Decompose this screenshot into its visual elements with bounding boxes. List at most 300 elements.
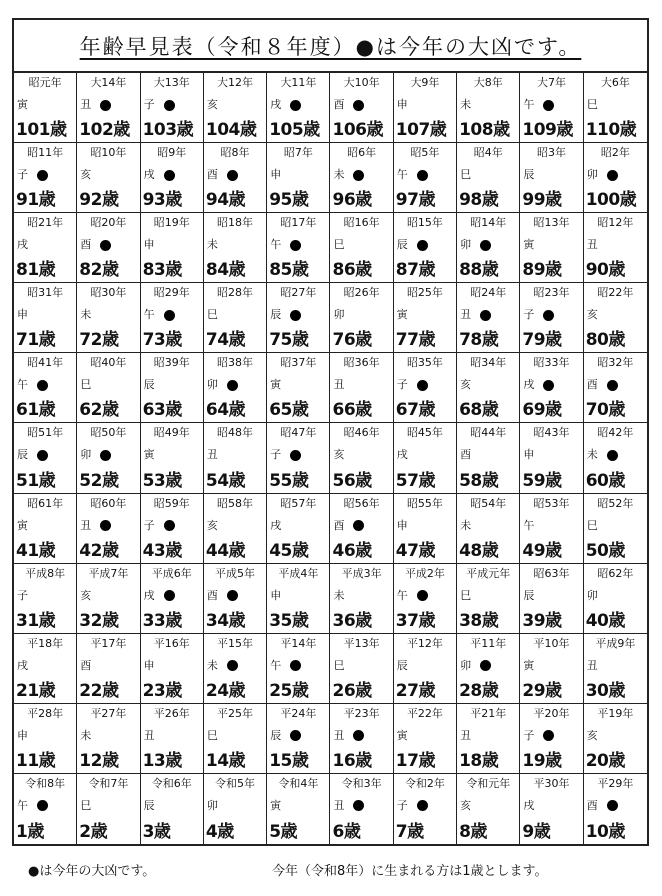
age-value: 80歳 [585, 330, 625, 351]
zodiac-sign: 未 [80, 308, 92, 322]
age-value: 21歳 [16, 680, 56, 701]
age-value: 64歳 [205, 400, 246, 421]
era-year: 平成6年 [151, 566, 192, 580]
era-year: 昭59年 [153, 496, 190, 510]
zodiac-row [333, 449, 344, 461]
zodiac-row [144, 99, 175, 111]
era-year: 大6年 [600, 76, 630, 89]
zodiac-row [397, 660, 408, 672]
zodiac-row [17, 660, 28, 672]
zodiac-sign: 卯 [206, 378, 218, 392]
zodiac-sign: 戌 [270, 98, 282, 111]
age-value: 108歳 [459, 120, 510, 141]
era-year: 大10年 [343, 76, 380, 89]
zodiac-sign: 午 [523, 518, 535, 532]
zodiac-row [80, 590, 91, 602]
age-value: 65歳 [269, 400, 309, 421]
era-year: 令和4年 [278, 776, 319, 790]
zodiac-sign: 未 [460, 518, 472, 532]
zodiac-row [333, 730, 364, 742]
age-value: 12歳 [79, 750, 119, 771]
year-cell [330, 704, 393, 774]
zodiac-sign: 申 [270, 588, 282, 602]
age-value: 10歳 [585, 822, 625, 842]
zodiac-row [270, 800, 281, 812]
bad-luck-dot-icon [417, 240, 428, 251]
age-value: 59歳 [522, 470, 562, 491]
age-value: 32歳 [79, 610, 119, 631]
era-year: 昭31年 [27, 286, 64, 300]
zodiac-row [587, 99, 598, 111]
zodiac-row [523, 99, 554, 111]
zodiac-row [397, 309, 408, 321]
year-cell [330, 423, 393, 493]
bad-luck-dot-icon [543, 380, 554, 391]
zodiac-sign: 戌 [143, 168, 155, 182]
zodiac-sign: 巳 [333, 658, 345, 672]
zodiac-row [17, 449, 48, 461]
zodiac-sign: 戌 [396, 448, 408, 462]
year-cell [267, 213, 330, 283]
era-year: 昭3年 [537, 146, 567, 160]
year-cell [141, 283, 204, 353]
zodiac-row [270, 169, 281, 181]
age-value: 13歳 [142, 750, 182, 771]
zodiac-row [333, 379, 344, 391]
zodiac-sign: 辰 [523, 168, 535, 182]
zodiac-row [333, 520, 364, 532]
year-cell [267, 423, 330, 493]
age-value: 9歳 [522, 822, 551, 842]
year-cell [584, 143, 647, 213]
year-cell [584, 353, 647, 423]
year-cell [457, 353, 520, 423]
year-cell [457, 494, 520, 564]
age-value: 19歳 [522, 750, 562, 771]
year-cell [520, 564, 583, 634]
age-value: 14歳 [205, 750, 246, 771]
age-value: 49歳 [522, 540, 562, 561]
era-year: 昭35年 [406, 356, 443, 370]
era-year: 平30年 [533, 776, 570, 790]
era-year: 大14年 [90, 76, 127, 89]
year-cell [14, 213, 77, 283]
era-year: 平11年 [470, 636, 507, 650]
era-year: 昭7年 [283, 146, 313, 160]
era-year: 昭58年 [217, 496, 254, 510]
era-year: 平26年 [153, 706, 190, 720]
zodiac-row [207, 730, 218, 742]
year-cell [14, 564, 77, 634]
bad-luck-dot-icon [164, 170, 175, 181]
era-year: 昭30年 [90, 286, 127, 300]
age-value: 86歳 [332, 260, 372, 281]
era-year: 昭44年 [470, 426, 507, 440]
zodiac-row [523, 239, 534, 251]
age-value: 55歳 [269, 470, 309, 491]
year-cell [457, 283, 520, 353]
zodiac-sign: 巳 [80, 378, 92, 392]
age-value: 27歳 [395, 680, 435, 701]
era-year: 平成7年 [88, 566, 129, 580]
year-cell [14, 774, 77, 844]
zodiac-sign: 寅 [17, 98, 28, 111]
age-value: 87歳 [395, 260, 435, 281]
year-cell [77, 283, 140, 353]
year-cell [520, 634, 583, 704]
zodiac-sign: 辰 [523, 588, 535, 602]
age-value: 17歳 [395, 750, 435, 771]
era-year: 平成8年 [25, 566, 66, 580]
era-year: 昭49年 [153, 426, 190, 440]
year-cell [457, 73, 520, 143]
age-value: 35歳 [269, 610, 309, 631]
year-cell [141, 704, 204, 774]
age-value: 3歳 [142, 822, 171, 842]
age-value: 1歳 [16, 822, 44, 842]
zodiac-sign: 亥 [206, 518, 218, 532]
era-year: 昭62年 [597, 566, 634, 580]
age-value: 97歳 [395, 190, 435, 211]
zodiac-sign: 寅 [396, 728, 408, 742]
age-value: 94歳 [205, 190, 246, 211]
age-value: 82歳 [79, 260, 119, 281]
era-year: 平27年 [90, 706, 127, 720]
zodiac-row [207, 590, 238, 602]
year-cell [520, 73, 583, 143]
zodiac-row [80, 379, 91, 391]
zodiac-sign: 丑 [586, 238, 598, 252]
zodiac-row [207, 449, 218, 461]
era-year: 昭56年 [343, 496, 380, 510]
era-year: 昭16年 [343, 216, 380, 230]
year-cell [77, 564, 140, 634]
zodiac-sign: 亥 [206, 98, 218, 111]
era-year: 昭26年 [343, 286, 380, 300]
era-year: 昭45年 [406, 426, 443, 440]
era-year: 昭25年 [406, 286, 443, 300]
zodiac-sign: 寅 [270, 798, 282, 812]
era-year: 昭63年 [533, 566, 570, 580]
year-cell [204, 564, 267, 634]
year-cell [141, 564, 204, 634]
zodiac-sign: 亥 [460, 798, 472, 812]
zodiac-row [144, 449, 155, 461]
zodiac-row [270, 239, 301, 251]
zodiac-row [144, 169, 175, 181]
zodiac-row [460, 99, 471, 111]
era-year: 昭21年 [27, 216, 64, 230]
zodiac-row [144, 730, 155, 742]
bad-luck-dot-icon [353, 800, 364, 811]
zodiac-sign: 申 [396, 98, 408, 111]
era-year: 平29年 [597, 776, 634, 790]
bad-luck-dot-icon [100, 240, 111, 251]
year-cell [204, 423, 267, 493]
zodiac-sign: 申 [396, 518, 408, 532]
era-year: 昭36年 [343, 356, 380, 370]
zodiac-sign: 酉 [333, 518, 345, 532]
zodiac-row [460, 169, 471, 181]
year-cell [584, 283, 647, 353]
zodiac-row [270, 449, 301, 461]
bad-luck-dot-icon [290, 240, 301, 251]
era-year: 平24年 [280, 706, 317, 720]
bad-luck-dot-icon [290, 310, 301, 321]
age-value: 74歳 [205, 330, 246, 351]
zodiac-sign: 子 [143, 98, 155, 111]
era-year: 昭10年 [90, 146, 127, 160]
zodiac-row [17, 730, 28, 742]
zodiac-sign: 丑 [80, 518, 92, 532]
year-cell [457, 634, 520, 704]
era-year: 平16年 [153, 636, 190, 650]
era-year: 昭54年 [470, 496, 507, 510]
zodiac-sign: 巳 [206, 728, 218, 742]
era-year: 昭47年 [280, 426, 317, 440]
zodiac-sign: 午 [17, 378, 28, 392]
zodiac-sign: 辰 [143, 798, 155, 812]
age-value: 2歳 [79, 822, 108, 842]
age-value: 79歳 [522, 330, 562, 351]
age-value: 28歳 [459, 680, 499, 701]
age-value: 76歳 [332, 330, 372, 351]
age-value: 69歳 [522, 400, 562, 421]
age-value: 43歳 [142, 540, 182, 561]
zodiac-row [17, 379, 48, 391]
age-value: 48歳 [459, 540, 499, 561]
zodiac-sign: 申 [17, 308, 28, 322]
zodiac-row [587, 309, 598, 321]
zodiac-row [333, 800, 364, 812]
year-cell [141, 774, 204, 844]
zodiac-sign: 酉 [333, 98, 345, 111]
year-cell [330, 774, 393, 844]
year-cell [394, 353, 457, 423]
year-cell [77, 73, 140, 143]
year-cell [394, 704, 457, 774]
year-cell [204, 353, 267, 423]
year-cell [394, 634, 457, 704]
zodiac-row [587, 239, 598, 251]
zodiac-sign: 子 [17, 588, 28, 602]
year-cell [267, 564, 330, 634]
era-year: 昭14年 [470, 216, 507, 230]
era-year: 平13年 [343, 636, 380, 650]
year-cell [204, 774, 267, 844]
zodiac-sign: 子 [143, 518, 155, 532]
age-value: 70歳 [585, 400, 625, 421]
zodiac-row [207, 800, 218, 812]
age-value: 20歳 [585, 750, 625, 771]
era-year: 昭11年 [27, 146, 64, 160]
age-value: 92歳 [79, 190, 119, 211]
zodiac-sign: 丑 [80, 98, 92, 111]
zodiac-row [460, 800, 471, 812]
age-value: 4歳 [205, 822, 234, 842]
zodiac-row [80, 520, 111, 532]
zodiac-row [207, 169, 238, 181]
age-value: 93歳 [142, 190, 182, 211]
age-value: 53歳 [142, 470, 182, 491]
year-cell [330, 494, 393, 564]
age-value: 24歳 [205, 680, 246, 701]
year-cell [14, 423, 77, 493]
age-value: 66歳 [332, 400, 372, 421]
zodiac-row [80, 169, 91, 181]
year-cell [330, 634, 393, 704]
year-cell [204, 283, 267, 353]
zodiac-sign: 午 [17, 798, 28, 812]
zodiac-row [270, 730, 301, 742]
age-value: 81歳 [16, 260, 56, 281]
zodiac-row [207, 239, 218, 251]
year-cell [77, 494, 140, 564]
year-cell [330, 564, 393, 634]
zodiac-sign: 巳 [80, 798, 92, 812]
age-value: 100歳 [585, 190, 637, 211]
zodiac-row [523, 520, 534, 532]
era-year: 平19年 [597, 706, 634, 720]
era-year: 昭27年 [280, 286, 317, 300]
age-value: 34歳 [205, 610, 246, 631]
year-cell [520, 353, 583, 423]
zodiac-sign: 申 [270, 168, 282, 182]
year-cell [204, 494, 267, 564]
year-cell [394, 774, 457, 844]
era-year: 令和2年 [404, 776, 445, 790]
zodiac-sign: 申 [523, 448, 535, 462]
year-cell [330, 143, 393, 213]
zodiac-row [587, 169, 618, 181]
year-cell [394, 423, 457, 493]
zodiac-sign: 丑 [460, 728, 472, 742]
bad-luck-dot-icon [164, 590, 175, 601]
zodiac-row [333, 590, 344, 602]
era-year: 昭61年 [27, 496, 64, 510]
age-value: 29歳 [522, 680, 562, 701]
zodiac-sign: 巳 [460, 168, 472, 182]
zodiac-row [397, 730, 408, 742]
era-year: 昭40年 [90, 356, 127, 370]
era-year: 平成5年 [215, 566, 256, 580]
era-year: 平成4年 [278, 566, 319, 580]
era-year: 昭33年 [533, 356, 570, 370]
age-value: 31歳 [16, 610, 56, 631]
bad-luck-dot-icon [543, 310, 554, 321]
zodiac-sign: 巳 [460, 588, 472, 602]
age-value: 63歳 [142, 400, 182, 421]
bad-luck-dot-icon [37, 170, 48, 181]
zodiac-row [17, 520, 28, 532]
zodiac-row [17, 309, 28, 321]
year-cell [584, 774, 647, 844]
zodiac-sign: 子 [396, 798, 408, 812]
age-value: 6歳 [332, 822, 361, 842]
era-year: 昭8年 [220, 146, 250, 160]
age-value: 99歳 [522, 190, 562, 211]
age-value: 103歳 [142, 120, 194, 141]
age-value: 50歳 [585, 540, 625, 561]
era-year: 平成9年 [595, 636, 636, 650]
age-value: 51歳 [16, 470, 56, 491]
age-value: 40歳 [585, 610, 625, 631]
era-year: 平21年 [470, 706, 507, 720]
year-cell [584, 73, 647, 143]
bad-luck-dot-icon [417, 590, 428, 601]
zodiac-row [397, 800, 428, 812]
zodiac-sign: 亥 [586, 308, 598, 322]
zodiac-row [270, 520, 281, 532]
year-cell [204, 73, 267, 143]
zodiac-sign: 戌 [17, 238, 28, 252]
bad-luck-dot-icon [290, 450, 301, 461]
age-value: 110歳 [585, 120, 637, 141]
zodiac-sign: 酉 [586, 378, 598, 392]
footer [28, 860, 648, 879]
zodiac-row [144, 309, 175, 321]
zodiac-sign: 酉 [80, 658, 92, 672]
era-year: 昭39年 [153, 356, 190, 370]
zodiac-sign: 丑 [586, 658, 598, 672]
age-value: 22歳 [79, 680, 119, 701]
zodiac-sign: 午 [396, 168, 408, 182]
zodiac-sign: 巳 [333, 238, 345, 252]
zodiac-row [207, 99, 218, 111]
bad-luck-dot-icon [417, 170, 428, 181]
footer-note: 今年（令和8年）に生まれる方は1歳とします。 [272, 864, 548, 879]
zodiac-sign: 戌 [523, 378, 535, 392]
zodiac-sign: 子 [270, 448, 282, 462]
zodiac-sign: 戌 [523, 798, 535, 812]
zodiac-sign: 丑 [333, 798, 345, 812]
year-cell [77, 353, 140, 423]
era-year: 令和元年 [466, 776, 511, 790]
age-value: 60歳 [585, 470, 625, 491]
zodiac-row [207, 520, 218, 532]
zodiac-sign: 午 [143, 308, 155, 322]
era-year: 昭5年 [410, 146, 440, 160]
age-chart-sheet [12, 18, 649, 846]
era-year: 昭37年 [280, 356, 317, 370]
year-cell [457, 774, 520, 844]
zodiac-sign: 申 [143, 658, 155, 672]
age-value: 73歳 [142, 330, 182, 351]
zodiac-row [207, 660, 238, 672]
bad-luck-dot-icon [607, 450, 618, 461]
age-value: 96歳 [332, 190, 372, 211]
zodiac-sign: 辰 [270, 308, 282, 322]
zodiac-sign: 辰 [396, 238, 408, 252]
zodiac-row [207, 309, 218, 321]
zodiac-sign: 卯 [80, 448, 92, 462]
zodiac-sign: 酉 [80, 238, 92, 252]
age-value: 83歳 [142, 260, 182, 281]
zodiac-sign: 巳 [206, 308, 218, 322]
age-value: 47歳 [395, 540, 435, 561]
zodiac-sign: 卯 [460, 238, 472, 252]
bad-luck-dot-icon [417, 380, 428, 391]
zodiac-row [587, 660, 598, 672]
era-year: 昭32年 [597, 356, 634, 370]
age-value: 90歳 [585, 260, 625, 281]
era-year: 平23年 [343, 706, 380, 720]
era-year: 昭18年 [217, 216, 254, 230]
year-cell [394, 213, 457, 283]
year-cell [267, 634, 330, 704]
era-year: 昭60年 [90, 496, 127, 510]
zodiac-row [144, 520, 175, 532]
